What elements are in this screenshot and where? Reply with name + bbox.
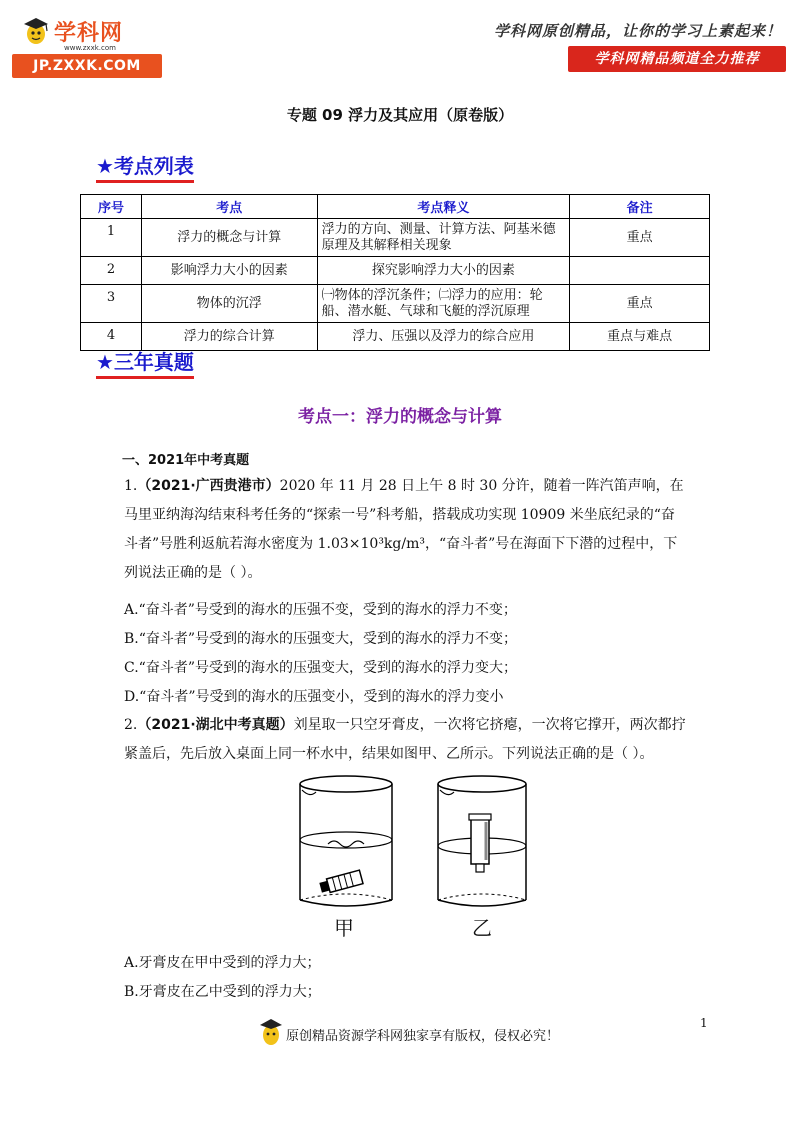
section-heading-label: 考点列表 (113, 154, 194, 178)
section-heading-label: 三年真题 (113, 350, 194, 374)
star-icon: ★ (96, 154, 114, 178)
question-2 (124, 711, 686, 769)
footer-copyright: 原创精品资源学科网独家享有版权，侵权必究！ (286, 1029, 560, 1044)
beakers-illustration (290, 770, 530, 910)
row-note: 重点 (570, 285, 710, 323)
question-number: 2. (124, 717, 138, 733)
figure-label-yi: 乙 (472, 916, 492, 940)
heading-underline (96, 180, 194, 183)
question-source: （2021·广西贵港市） (137, 478, 280, 494)
question-text: 刘星取一只空牙膏皮，一次将它挤瘪，一次将它撑开，两次都拧紧盖后，先后放入桌面上同一杯水中，结果如图甲、乙所示。下列说法正确的是（ ）。 (124, 717, 686, 762)
heading-underline (96, 376, 194, 379)
row-note (570, 257, 710, 285)
topic-table (80, 194, 710, 351)
table-header-cell: 考点 (141, 195, 317, 219)
table-row (81, 285, 710, 323)
figure-label-jia: 甲 (334, 916, 354, 940)
page-header (0, 0, 800, 80)
table-header-cell: 备注 (570, 195, 710, 219)
site-logo[interactable] (12, 14, 172, 76)
document-title: 专题 09 浮力及其应用（原卷版） (286, 106, 514, 124)
row-number: 3 (81, 285, 142, 323)
logo-subtext: www.zxxk.com (64, 44, 116, 52)
page-number: 1 (700, 1016, 708, 1030)
row-note: 重点 (570, 219, 710, 257)
year-heading: 一、2021年中考真题 (122, 453, 250, 468)
row-topic: 物体的沉浮 (141, 285, 317, 323)
beaker-figure (290, 770, 530, 940)
header-banner: 学科网精品频道全力推荐 (568, 46, 786, 72)
beaker-yi (438, 776, 526, 906)
q1-option-a[interactable]: A.“奋斗者”号受到的海水的压强不变，受到的海水的浮力不变； (124, 602, 517, 618)
topic-point-title: 考点一：浮力的概念与计算 (298, 407, 502, 427)
table-header-row (81, 195, 710, 219)
table-header-cell: 考点释义 (317, 195, 570, 219)
q1-option-b[interactable]: B.“奋斗者”号受到的海水的压强变大，受到的海水的浮力不变； (124, 631, 518, 647)
q2-option-a[interactable]: A.牙膏皮在甲中受到的浮力大； (124, 955, 321, 971)
question-1 (124, 472, 686, 588)
header-slogan: 学科网原创精品，让你的学习上素起来！ (493, 22, 782, 40)
row-note: 重点与难点 (570, 323, 710, 351)
row-number: 4 (81, 323, 142, 351)
q1-option-d[interactable]: D.“奋斗者”号受到的海水的压强变小，受到的海水的浮力变小 (124, 689, 504, 705)
mascot-icon (258, 1017, 284, 1047)
row-topic: 影响浮力大小的因素 (141, 257, 317, 285)
row-description: ㈠物体的浮沉条件；㈡浮力的应用：轮船、潜水艇、气球和飞艇的浮沉原理 (317, 285, 570, 323)
question-source: （2021·湖北中考真题） (137, 717, 294, 733)
row-topic: 浮力的概念与计算 (141, 219, 317, 257)
beaker-jia (300, 776, 392, 906)
row-number: 2 (81, 257, 142, 285)
mascot-icon (22, 16, 50, 46)
star-icon: ★ (96, 350, 114, 374)
q1-option-c[interactable]: C.“奋斗者”号受到的海水的压强变大，受到的海水的浮力变大； (124, 660, 517, 676)
table-row (81, 257, 710, 285)
logo-name: 学科网 (54, 20, 124, 46)
row-description: 探究影响浮力大小的因素 (317, 257, 570, 285)
table-header-cell: 序号 (81, 195, 142, 219)
section-heading-past-exams (96, 346, 194, 375)
table-row (81, 219, 710, 257)
row-topic: 浮力的综合计算 (141, 323, 317, 351)
row-description: 浮力的方向、测量、计算方法、阿基米德原理及其解释相关现象 (317, 219, 570, 257)
logo-url[interactable]: JP.ZXXK.COM (12, 54, 162, 78)
section-heading-topic-list (96, 150, 194, 179)
row-description: 浮力、压强以及浮力的综合应用 (317, 323, 570, 351)
row-number: 1 (81, 219, 142, 257)
question-number: 1. (124, 478, 138, 494)
toothpaste-upright (469, 814, 491, 872)
q2-option-b[interactable]: B.牙膏皮在乙中受到的浮力大； (124, 984, 321, 1000)
toothpaste-flat (319, 870, 363, 894)
question-text: 2020 年 11 月 28 日上午 8 时 30 分许，随着一阵汽笛声响，在马里亚纳海沟结束科考任务的“探索一号”科考船，搭载成功实现 10909 米坐底纪录的“奋斗者”号胜利返航若海水密度为 1.03×10³kg/m³，“奋斗者”号在海面下下潜的过程中，下列说法正确的是（ ）。 (124, 478, 684, 581)
